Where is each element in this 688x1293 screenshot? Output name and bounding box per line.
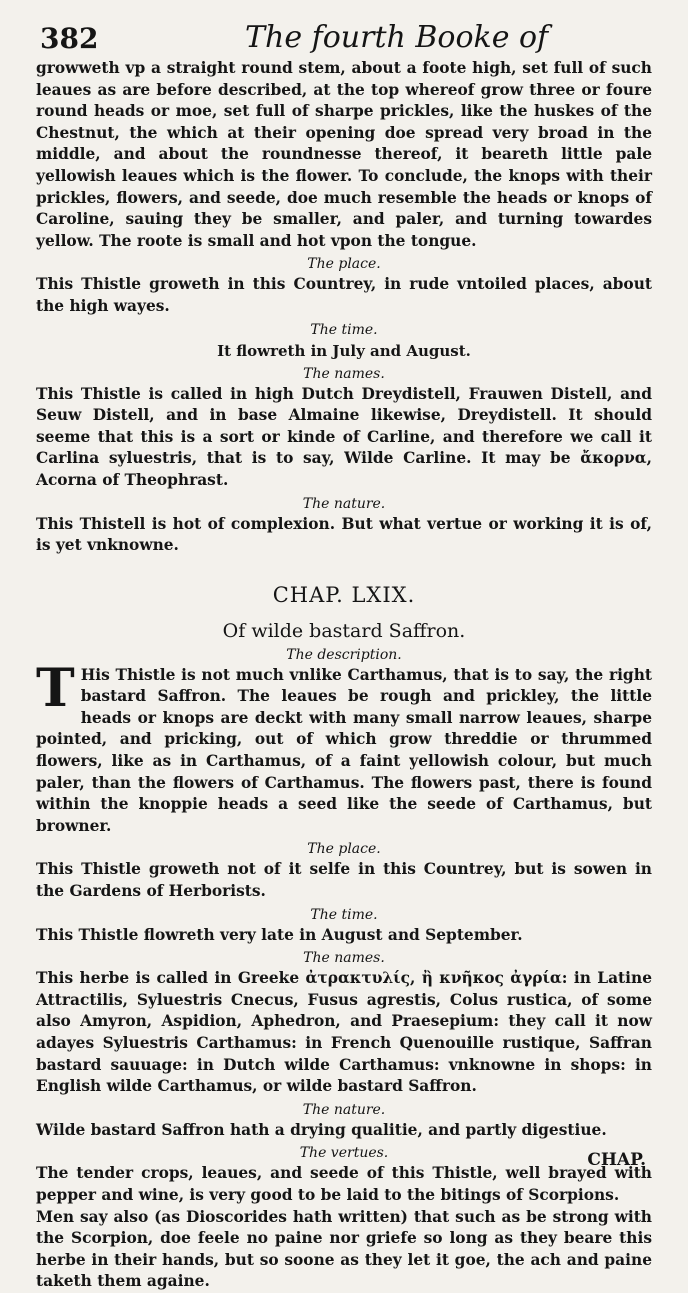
names-text-2: This herbe is called in Greeke ἀτρακτυλίς, ἢ κνῆκος ἀγρία: in Latine Attractilis, Syluestris Cnecus, Fusus agrestis, Colus rustica, of some also Amyron, Aspidion, Aphedron, and Praesepium: they call it now adayes Syluestris Carthamus: in French Quenouille rustique, Saffran bastard sauuage: in Dutch wilde Carthamus: vnknowne in shops: in English wilde Carthamus, or wilde bastard Saffron. <box>36 969 652 1096</box>
chapter-number: CHAP. LXIX. <box>272 582 416 607</box>
vertues-heading: The vertues. <box>299 1145 389 1162</box>
nature-text-2: Wilde bastard Saffron hath a drying qualitie, and partly digestiue. <box>36 1120 607 1139</box>
place-text: This Thistle groweth in this Countrey, in rude vntoiled places, about the high wayes. <box>36 275 652 315</box>
time-text: It flowreth in July and August. <box>217 341 471 360</box>
vertues-paragraph-1: The tender crops, leaues, and seede of this Thistle, well brayed with pepper and wine, is very good to be laid to the bitings of Scorpions. <box>36 1164 652 1204</box>
place-heading: The place. <box>307 256 381 273</box>
page-body <box>36 58 652 1293</box>
description-body: His Thistle is not much vnlike Carthamus, that is to say, the right bastard Saffron. The leaues be rough and prickley, the little heads or knops are deckt with many small narrow leaues, sharpe pointed, and pricking, out of which grow threddie or thrummed flowers, like as in Carthamus, of a faint yellowish colour, but much paler, than the flowers of Carthamus. The flowers past, there is found within the knoppie heads a seed like the seede of Carthamus, but browner. <box>36 665 652 835</box>
nature-heading: The nature. <box>302 495 386 512</box>
catchword: CHAP. <box>587 1150 646 1170</box>
chapter-title: Of wilde bastard Saffron. <box>222 619 466 642</box>
place-text-2: This Thistle groweth not of it selfe in this Countrey, but is sowen in the Gardens of Herborists. <box>36 860 652 901</box>
description-text <box>36 657 652 838</box>
time-text-2: This Thistle flowreth very late in August and September. <box>36 925 523 944</box>
description-heading: The description. <box>286 646 402 663</box>
description-continued: growweth vp a straight round stem, about a foote high, set full of such leaues as are before described, at the top whereof grow three or foure round heads or moe, set full of sharpe prickles, like the huskes of the Chestnut, the which at their opening doe spread very broad in the middle, and about the roundnesse thereof, it beareth little pale yellowish leaues which is the flower. To conclude, the knops with their prickles, flowers, and seede, doe much resemble the heads or knops of Caroline, sauing they be smaller, and paler, and turning towardes yellow. The roote is small and hot vpon the tongue. <box>36 59 652 250</box>
time-heading-2: The time. <box>310 906 378 923</box>
nature-heading-2: The nature. <box>302 1101 386 1118</box>
time-heading: The time. <box>310 321 378 338</box>
place-heading-2: The place. <box>307 841 381 858</box>
names-heading-2: The names. <box>303 950 385 967</box>
names-text: This Thistle is called in high Dutch Dreydistell, Frauwen Distell, and Seuw Distell, and in base Almaine likewise, Dreydistell. It should seeme that this is a sort or kinde of Carline, and therefore we call it Carlina syluestris, that is to say, Wilde Carline. It may be ἄκορνα, Acorna of Theophrast. <box>36 384 652 489</box>
page-header <box>0 8 688 58</box>
nature-text: This Thistell is hot of complexion. But what vertue or working it is of, is yet vnknowne. <box>36 514 652 555</box>
vertues-paragraph-2: Men say also (as Dioscorides hath written) that such as be strong with the Scorpion, doe feele no paine nor griefe so long as they beare this herbe in their hands, but so soone as they let it goe, the ach and paine taketh them againe. <box>36 1207 652 1291</box>
drop-capital: T <box>36 657 75 719</box>
page-number: 382 <box>40 22 99 55</box>
running-title: The fourth Booke of <box>245 20 549 55</box>
names-heading: The names. <box>303 365 385 382</box>
